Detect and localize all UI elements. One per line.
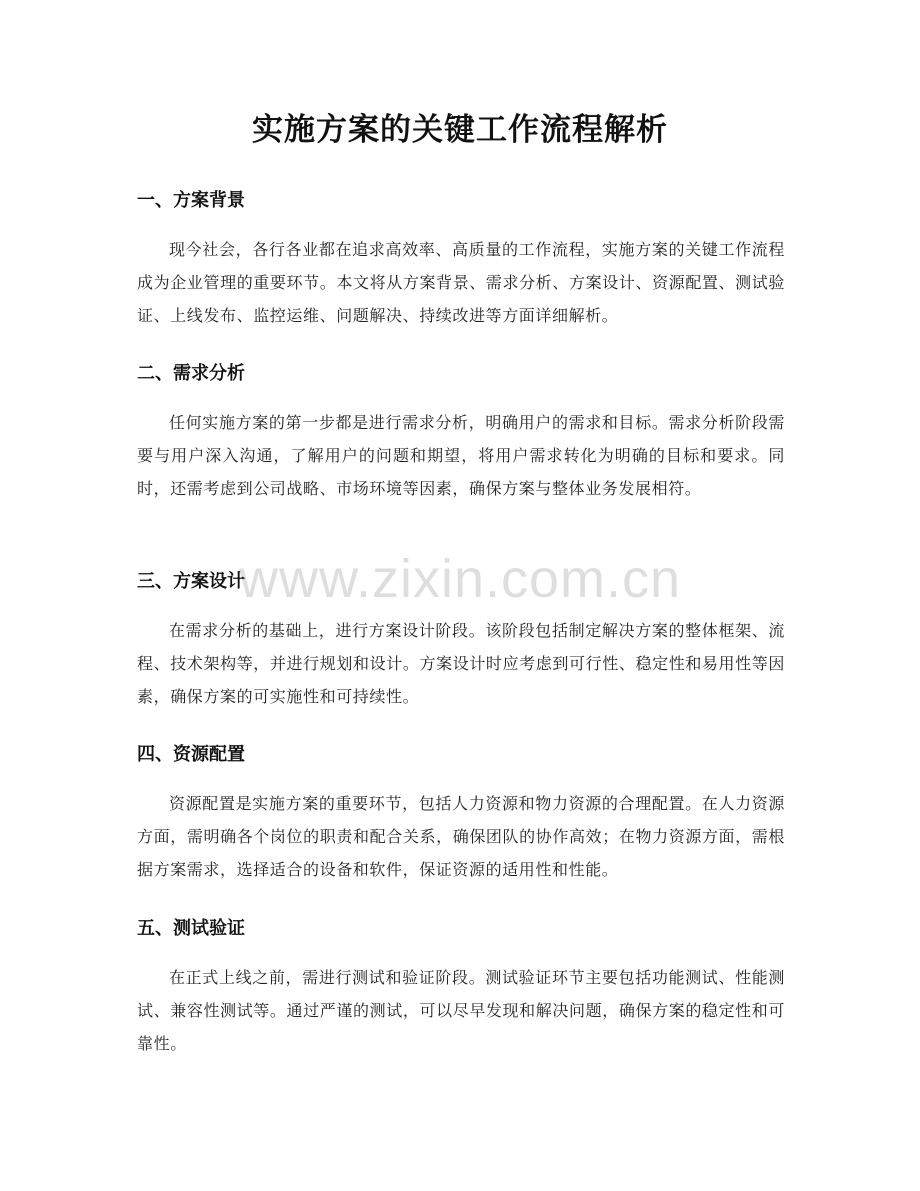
section-paragraph: 资源配置是实施方案的重要环节，包括人力资源和物力资源的合理配置。在人力资源方面，需明确各个岗位的职责和配合关系，确保团队的协作高效；在物力资源方面，需根据方案需求，选择适合的设备和软件，保证资源的适用性和性能。: [137, 794, 785, 879]
section-heading: 二、需求分析: [137, 363, 245, 384]
section-paragraph: 在需求分析的基础上，进行方案设计阶段。该阶段包括制定解决方案的整体框架、流程、技术架构等，并进行规划和设计。方案设计时应考虑到可行性、稳定性和易用性等因素，确保方案的可实施性和可持续性。: [137, 621, 785, 706]
document-title: 实施方案的关键工作流程解析: [252, 112, 668, 148]
section-background: [137, 189, 785, 332]
section-requirements: [137, 362, 785, 505]
section-paragraph: 现今社会，各行各业都在追求高效率、高质量的工作流程，实施方案的关键工作流程成为企业管理的重要环节。本文将从方案背景、需求分析、方案设计、资源配置、测试验证、上线发布、监控运维、问题解决、持续改进等方面详细解析。: [137, 240, 785, 325]
section-heading: 五、测试验证: [137, 918, 245, 939]
section-heading: 四、资源配置: [137, 744, 245, 765]
watermark-text: www.zixin.com.cn: [238, 549, 682, 609]
section-paragraph: 任何实施方案的第一步都是进行需求分析，明确用户的需求和目标。需求分析阶段需要与用户深入沟通，了解用户的问题和期望，将用户需求转化为明确的目标和要求。同时，还需考虑到公司战略、市场环境等因素，确保方案与整体业务发展相符。: [137, 413, 785, 498]
section-heading: 三、方案设计: [137, 571, 245, 592]
section-testing: [137, 917, 785, 1060]
section-design: [137, 570, 785, 713]
section-paragraph: 在正式上线之前，需进行测试和验证阶段。测试验证环节主要包括功能测试、性能测试、兼容性测试等。通过严谨的测试，可以尽早发现和解决问题，确保方案的稳定性和可靠性。: [137, 968, 785, 1053]
section-heading: 一、方案背景: [137, 190, 245, 211]
section-resources: [137, 743, 785, 886]
